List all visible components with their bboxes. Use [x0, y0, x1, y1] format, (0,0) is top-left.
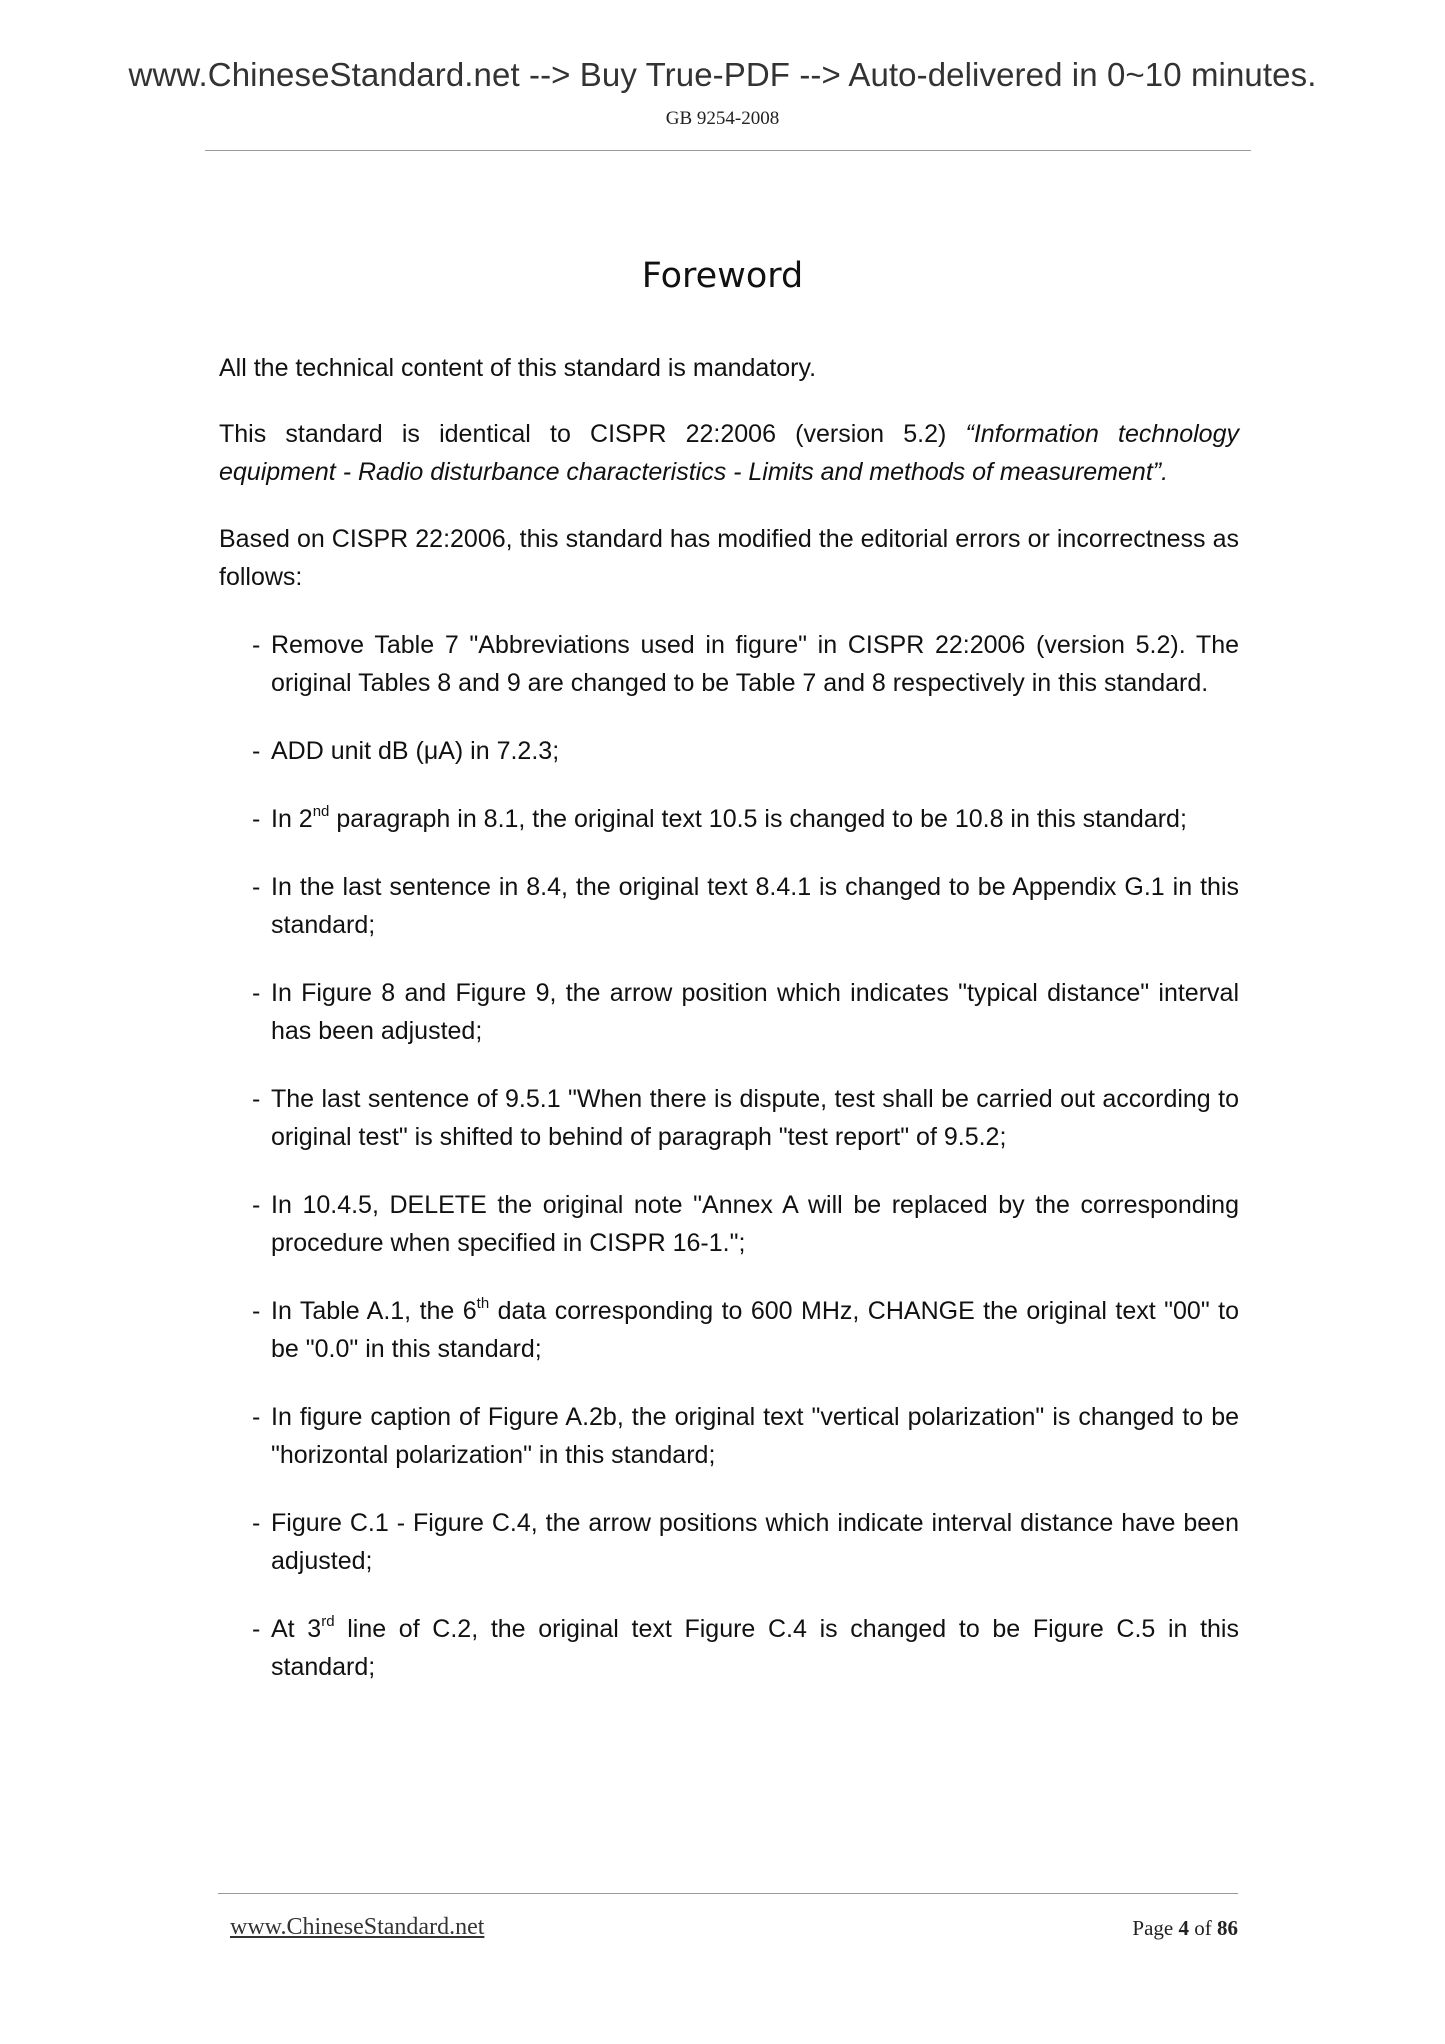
- list-dash: -: [252, 631, 261, 659]
- list-item-text: paragraph in 8.1, the original text 10.5 is changed to be 10.8 in this standard;: [329, 805, 1187, 833]
- list-dash: -: [252, 1615, 261, 1643]
- standard-title-italic: “Information technology equipment - Radio disturbance characteristics - Limits and methods of measurement”.: [219, 420, 1239, 486]
- page-number: [1132, 1916, 1238, 1941]
- list-dash: -: [252, 1191, 261, 1219]
- list-item: [252, 1398, 1239, 1474]
- list-item: [252, 732, 1239, 770]
- page-title: Foreword: [641, 256, 804, 296]
- list-dash: -: [252, 737, 261, 765]
- header-divider: [205, 150, 1251, 151]
- list-dash: -: [252, 805, 261, 833]
- modification-list: [252, 626, 1239, 1716]
- list-item-text: Figure C.1 - Figure C.4, the arrow positions which indicate interval distance have been adjusted;: [271, 1509, 1239, 1575]
- list-item: [252, 1610, 1239, 1686]
- list-item-text: In Figure 8 and Figure 9, the arrow position which indicates "typical distance" interval has been adjusted;: [271, 979, 1239, 1045]
- top-banner: www.ChineseStandard.net --> Buy True-PDF --> Auto-delivered in 0~10 minutes.: [128, 56, 1317, 93]
- list-dash: -: [252, 1085, 261, 1113]
- paragraph-modifications: Based on CISPR 22:2006, this standard has modified the editorial errors or incorrectness as follows:: [219, 525, 1239, 591]
- list-item: [252, 800, 1239, 838]
- list-dash: -: [252, 979, 261, 1007]
- list-item-text: ADD unit dB (μA) in 7.2.3;: [271, 737, 560, 765]
- ordinal-superscript: rd: [321, 1612, 335, 1630]
- ordinal-superscript: th: [476, 1294, 490, 1312]
- list-item: [252, 1080, 1239, 1156]
- document-id: GB 9254-2008: [665, 108, 780, 129]
- list-item: [252, 626, 1239, 702]
- list-item-text: The last sentence of 9.5.1 "When there is dispute, test shall be carried out according to original test" is shifted to behind of paragraph "test report" of 9.5.2;: [271, 1085, 1239, 1151]
- paragraph-identical: [219, 415, 1239, 491]
- list-item-text: In Table A.1, the 6: [271, 1297, 477, 1325]
- list-item-text: In 2: [271, 805, 313, 833]
- footer-website-link[interactable]: www.ChineseStandard.net: [230, 1914, 485, 1940]
- list-item-text: line of C.2, the original text Figure C.4 is changed to be Figure C.5 in this standard;: [271, 1615, 1239, 1681]
- list-item: [252, 1292, 1239, 1368]
- paragraph-mandatory: All the technical content of this standard is mandatory.: [219, 354, 817, 382]
- list-item-text: In the last sentence in 8.4, the original text 8.4.1 is changed to be Appendix G.1 in this standard;: [271, 873, 1239, 939]
- page-total: 86: [1217, 1916, 1238, 1940]
- list-item-text: In 10.4.5, DELETE the original note "Annex A will be replaced by the corresponding procedure when specified in CISPR 16-1.";: [271, 1191, 1239, 1257]
- list-item-text: data corresponding to 600 MHz, CHANGE the original text "00" to be "0.0" in this standard;: [271, 1297, 1239, 1363]
- footer-divider: [218, 1893, 1238, 1894]
- page-label: Page: [1132, 1916, 1174, 1940]
- page-of: of: [1194, 1916, 1212, 1940]
- list-item-text: At 3: [271, 1615, 322, 1643]
- list-dash: -: [252, 1403, 261, 1431]
- list-item-text: Remove Table 7 "Abbreviations used in figure" in CISPR 22:2006 (version 5.2). The original Tables 8 and 9 are changed to be Table 7 and 8 respectively in this standard.: [271, 631, 1239, 697]
- list-dash: -: [252, 873, 261, 901]
- list-item: [252, 868, 1239, 944]
- paragraph-identical-text: This standard is identical to CISPR 22:2006 (version 5.2): [219, 420, 966, 448]
- list-dash: -: [252, 1509, 261, 1537]
- list-item-text: In figure caption of Figure A.2b, the original text "vertical polarization" is changed to be "horizontal polarization" in this standard;: [271, 1403, 1239, 1469]
- list-item: [252, 1186, 1239, 1262]
- list-dash: -: [252, 1297, 261, 1325]
- page-current: 4: [1178, 1916, 1189, 1940]
- list-item: [252, 1504, 1239, 1580]
- list-item: [252, 974, 1239, 1050]
- ordinal-superscript: nd: [312, 802, 330, 820]
